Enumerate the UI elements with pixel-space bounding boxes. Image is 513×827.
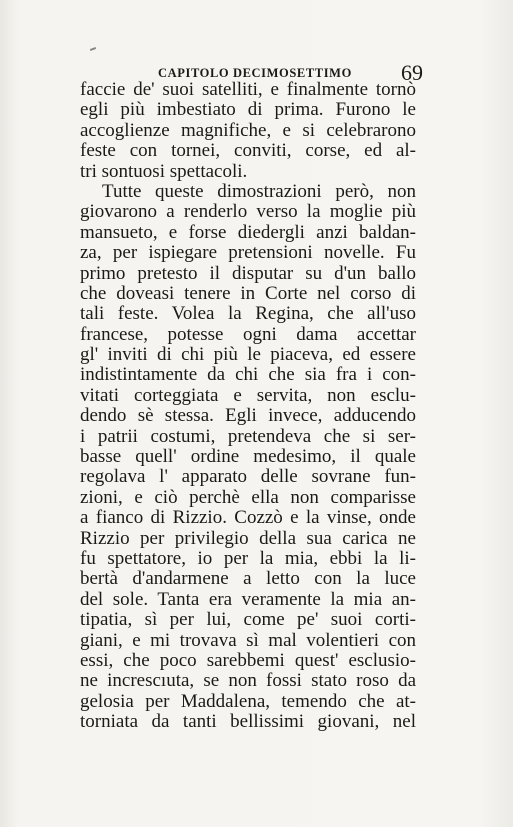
ink-mark — [90, 47, 96, 51]
text-line: a fianco di Rizzio. Cozzò e la vinse, onde — [80, 508, 416, 529]
page-number: 69 — [401, 60, 423, 85]
text-line: egli più imbestiato di prima. Furono le — [80, 100, 416, 121]
text-line: del sole. Tanta era veramente la mia an- — [80, 589, 416, 610]
text-line: fu spettatore, io per la mia, ebbi la li- — [80, 548, 416, 569]
text-line: za, per ispiegare pretensioni novelle. Fu — [80, 243, 416, 264]
text-line: Rizzio per privilegio della sua carica ne — [80, 528, 416, 549]
text-line: francese, potesse ogni dama accettar — [80, 324, 416, 345]
text-line: Tutte queste dimostrazioni però, non — [102, 181, 416, 202]
text-line: tali feste. Volea la Regina, che all'uso — [80, 304, 416, 325]
text-line: giani, e mi trovava sì mal volentieri con — [80, 630, 416, 651]
text-line: tri sontuosi spettacoli. — [80, 161, 248, 182]
text-line: indistintamente da chi che sia fra i con- — [80, 365, 416, 386]
text-line: zioni, e ciò perchè ella non comparisse — [80, 487, 416, 508]
text-line: bertà d'andarmene a letto con la luce — [80, 569, 416, 590]
text-line: torniata da tanti bellissimi giovani, nel — [80, 712, 416, 733]
text-line: accoglienze magnifiche, e si celebrarono — [80, 120, 416, 141]
text-line: basse quell' ordine medesimo, il quale — [80, 447, 416, 468]
text-line: gl' inviti di chi più le piaceva, ed essere — [80, 345, 416, 366]
text-line: faccie de' suoi satelliti, e finalmente tornò — [80, 80, 416, 100]
text-line: i patrii costumi, pretendeva che si ser- — [80, 426, 416, 447]
text-line: regolava l' apparato delle sovrane fun- — [80, 467, 416, 488]
text-line: gelosia per Maddalena, temendo che at- — [80, 691, 416, 712]
text-line: primo pretesto il disputar su d'un ballo — [80, 263, 416, 284]
text-line: che doveasi tenere in Corte nel corso di — [80, 283, 416, 304]
text-line: essi, che poco sarebbemi quest' esclusio- — [80, 650, 416, 671]
running-title: CAPITOLO DECIMOSETTIMO — [158, 66, 352, 80]
text-line: ne increscıuta, se non fossi stato roso da — [80, 671, 416, 692]
text-line: tipatia, sì per lui, come pe' suoi corti- — [80, 610, 416, 631]
body-text — [80, 80, 416, 733]
text-line: mansueto, e forse diedergli anzi baldan- — [80, 222, 416, 243]
text-line: vitati corteggiata e servita, non esclu- — [80, 385, 416, 406]
text-line: giovarono a renderlo verso la moglie più — [80, 202, 416, 223]
text-line: feste con tornei, conviti, corse, ed al- — [80, 141, 416, 162]
text-line: dendo sè stessa. Egli invece, adducendo — [80, 406, 416, 427]
